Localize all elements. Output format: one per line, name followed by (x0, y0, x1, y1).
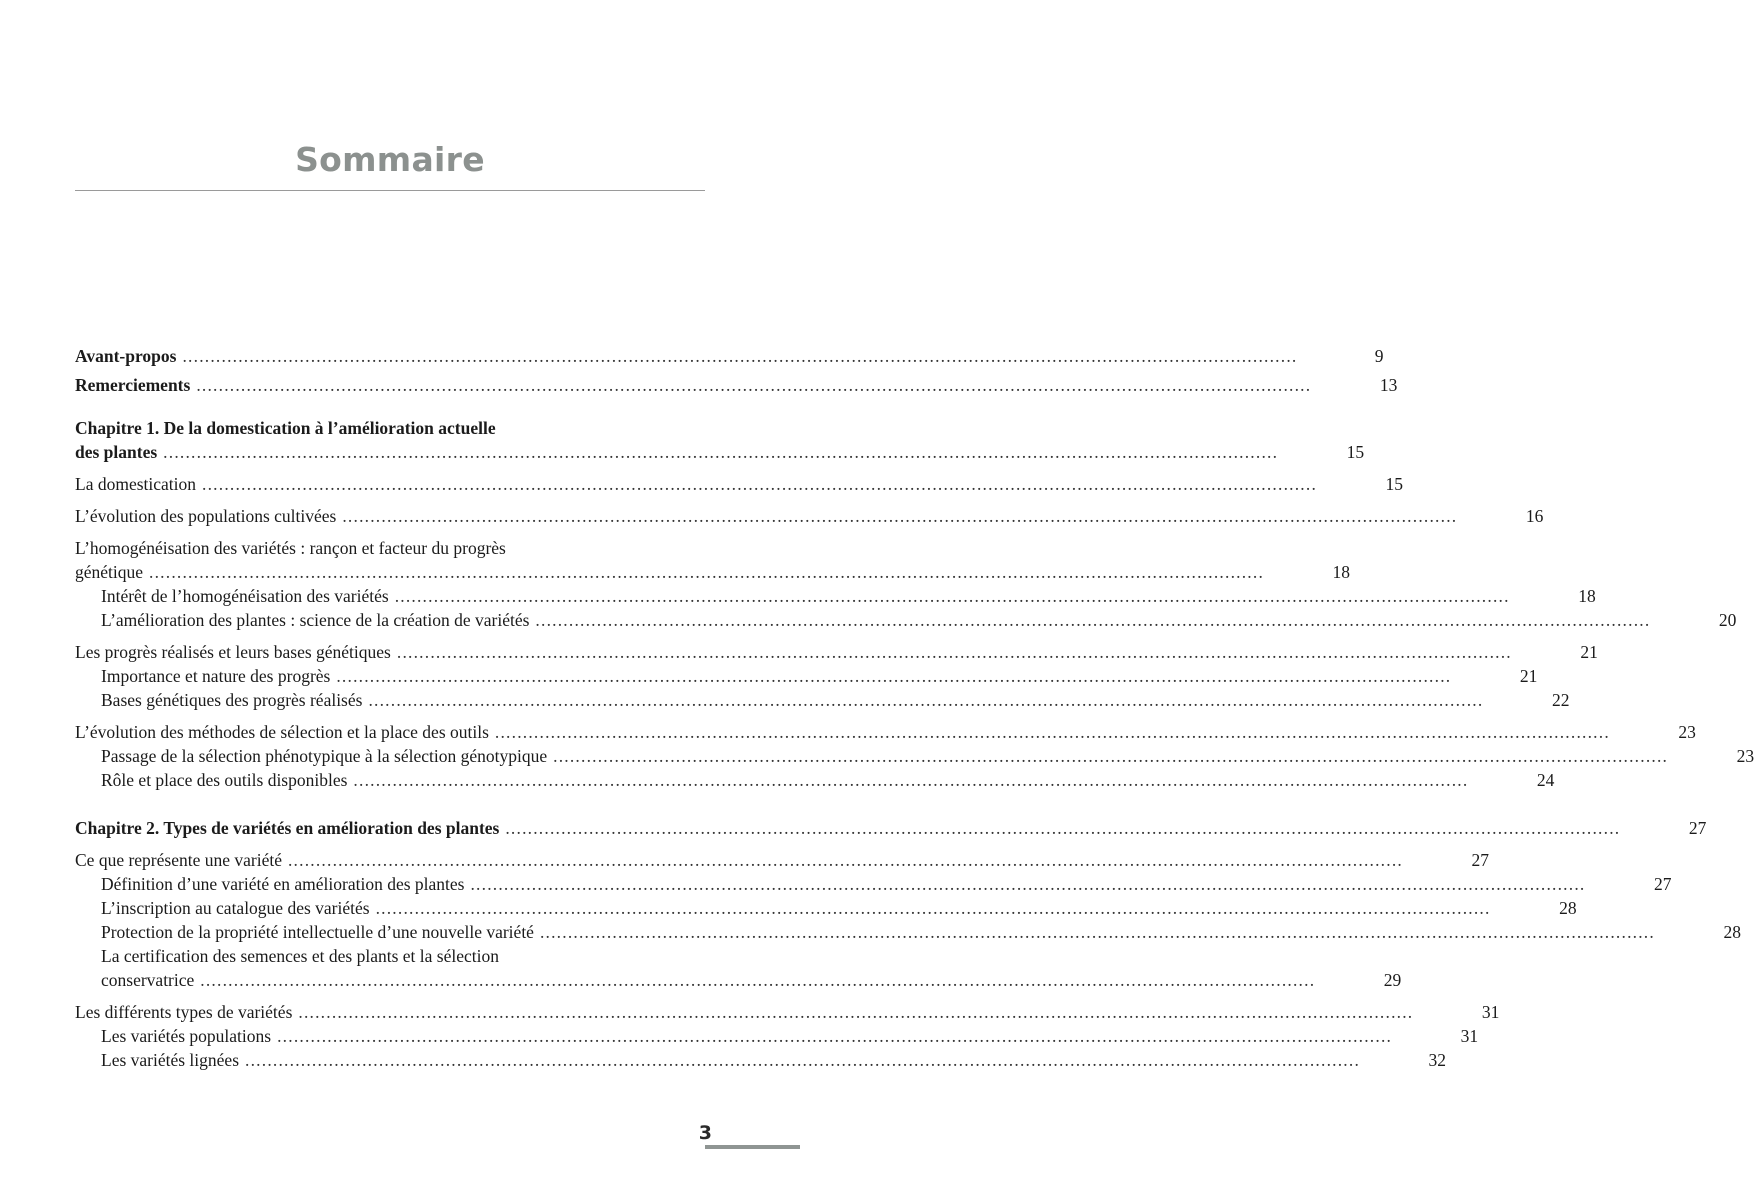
toc-entry[interactable] (75, 744, 1754, 768)
toc-entry-label: Remerciements (75, 375, 191, 395)
toc-entry[interactable] (75, 608, 1737, 632)
toc-entry[interactable] (75, 1000, 1500, 1024)
toc-entry-label-line: L’homogénéisation des variétés : rançon et facteur du progrès (75, 538, 506, 558)
toc-entry-page: 21 (1519, 666, 1538, 686)
toc-entry-label: L’évolution des populations cultivées (75, 506, 337, 526)
toc-entry[interactable] (75, 816, 1707, 840)
toc-entry-label: Les variétés populations (101, 1026, 272, 1046)
toc-entry-page: 13 (1379, 375, 1398, 395)
dot-leader: ........................................................................................................................................................................................................ (539, 922, 1655, 942)
dot-leader: ........................................................................................................................................................................................................ (202, 474, 1318, 494)
dot-leader: ........................................................................................................................................................................................................ (535, 610, 1651, 630)
toc-entry-label: Rôle et place des outils disponibles (101, 770, 348, 790)
table-of-contents (75, 344, 1754, 1072)
toc-entry-page: 21 (1580, 642, 1598, 662)
toc-entry[interactable] (75, 720, 1696, 744)
toc-entry-label: Avant-propos (75, 346, 177, 366)
toc-entry-label: Les variétés lignées (101, 1050, 240, 1070)
toc-entry[interactable] (75, 664, 1538, 688)
dot-leader: ........................................................................................................................................................................................................ (196, 375, 1312, 395)
toc-entry[interactable] (75, 344, 1384, 368)
toc-entry[interactable] (75, 584, 1596, 608)
toc-entry[interactable] (75, 373, 1398, 397)
toc-entry-label: Définition d’une variété en amélioration des plantes (101, 874, 465, 894)
toc-entry-page: 16 (1525, 506, 1544, 526)
toc-entry[interactable] (75, 944, 1402, 992)
toc-entry[interactable] (75, 848, 1489, 872)
toc-entry-page: 15 (1346, 442, 1365, 462)
toc-entry-label: Les progrès réalisés et leurs bases génétiques (75, 642, 391, 662)
toc-entry-label: Ce que représente une variété (75, 850, 282, 870)
toc-entry[interactable] (75, 920, 1741, 944)
toc-entry-label: Protection de la propriété intellectuelle d’une nouvelle variété (101, 922, 534, 942)
dot-leader: ........................................................................................................................................................................................................ (287, 850, 1403, 870)
toc-entry-page: 23 (1736, 746, 1754, 766)
toc-entry-page: 9 (1374, 346, 1384, 366)
toc-entry-label: Intérêt de l’homogénéisation des variétés (101, 586, 389, 606)
toc-entry-label-line: Chapitre 1. De la domestication à l’amélioration actuelle (75, 418, 496, 438)
toc-entry[interactable] (75, 504, 1544, 528)
toc-entry[interactable] (75, 1048, 1447, 1072)
toc-entry-label: génétique (75, 562, 144, 582)
page-number: 3 (698, 1122, 712, 1144)
dot-leader: ........................................................................................................................................................................................................ (336, 666, 1452, 686)
dot-leader: ........................................................................................................................................................................................................ (182, 346, 1298, 366)
toc-entry-label: La domestication (75, 474, 197, 494)
dot-leader: ........................................................................................................................................................................................................ (553, 746, 1669, 766)
toc-entry-page: 27 (1471, 850, 1489, 870)
toc-entry-label: L’inscription au catalogue des variétés (101, 898, 370, 918)
toc-entry-page: 15 (1385, 474, 1404, 494)
title-divider (75, 190, 705, 191)
toc-entry-label: Importance et nature des progrès (101, 666, 331, 686)
dot-leader: ........................................................................................................................................................................................................ (163, 442, 1279, 462)
dot-leader: ........................................................................................................................................................................................................ (200, 970, 1316, 990)
toc-entry[interactable] (75, 896, 1577, 920)
toc-entry-page: 27 (1688, 818, 1707, 838)
toc-entry-page: 18 (1578, 586, 1596, 606)
dot-leader: ........................................................................................................................................................................................................ (353, 770, 1469, 790)
toc-entry-page: 27 (1653, 874, 1672, 894)
toc-entry-page: 23 (1678, 722, 1696, 742)
toc-entry-label-line: La certification des semences et des plants et la sélection (101, 946, 499, 966)
toc-entry[interactable] (75, 872, 1672, 896)
toc-entry-label: Chapitre 2. Types de variétés en amélioration des plantes (75, 818, 500, 838)
page-title: Sommaire (295, 140, 485, 179)
dot-leader: ........................................................................................................................................................................................................ (505, 818, 1621, 838)
toc-entry[interactable] (75, 640, 1598, 664)
toc-entry[interactable] (75, 1024, 1479, 1048)
toc-entry[interactable] (75, 472, 1404, 496)
toc-entry-label: des plantes (75, 442, 158, 462)
toc-entry-label: conservatrice (101, 970, 195, 990)
toc-entry-page: 18 (1332, 562, 1351, 582)
dot-leader: ........................................................................................................................................................................................................ (298, 1002, 1414, 1022)
dot-leader: ........................................................................................................................................................................................................ (368, 690, 1484, 710)
toc-entry[interactable] (75, 536, 1351, 584)
dot-leader: ........................................................................................................................................................................................................ (375, 898, 1491, 918)
toc-entry-page: 22 (1551, 690, 1570, 710)
dot-leader: ........................................................................................................................................................................................................ (245, 1050, 1361, 1070)
toc-entry-page: 28 (1723, 922, 1741, 942)
toc-entry-page: 29 (1383, 970, 1402, 990)
dot-leader: ........................................................................................................................................................................................................ (494, 722, 1610, 742)
toc-entry-label: L’évolution des méthodes de sélection et la place des outils (75, 722, 489, 742)
dot-leader: ........................................................................................................................................................................................................ (277, 1026, 1393, 1046)
toc-entry-label: L’amélioration des plantes : science de la création de variétés (101, 610, 530, 630)
toc-entry-page: 20 (1718, 610, 1737, 630)
dot-leader: ........................................................................................................................................................................................................ (394, 586, 1510, 606)
toc-entry-page: 31 (1481, 1002, 1500, 1022)
dot-leader: ........................................................................................................................................................................................................ (396, 642, 1512, 662)
toc-entry-page: 24 (1536, 770, 1555, 790)
toc-entry[interactable] (75, 768, 1555, 792)
dot-leader: ........................................................................................................................................................................................................ (470, 874, 1586, 894)
toc-entry[interactable] (75, 416, 1365, 464)
toc-entry-label: Bases génétiques des progrès réalisés (101, 690, 363, 710)
dot-leader: ........................................................................................................................................................................................................ (149, 562, 1265, 582)
toc-entry-page: 28 (1559, 898, 1577, 918)
toc-entry[interactable] (75, 688, 1570, 712)
page-number-rule (705, 1145, 800, 1149)
toc-entry-page: 32 (1428, 1050, 1447, 1070)
toc-entry-page: 31 (1460, 1026, 1479, 1046)
dot-leader: ........................................................................................................................................................................................................ (342, 506, 1458, 526)
toc-entry-label: Les différents types de variétés (75, 1002, 293, 1022)
toc-entry-label: Passage de la sélection phénotypique à la sélection génotypique (101, 746, 548, 766)
